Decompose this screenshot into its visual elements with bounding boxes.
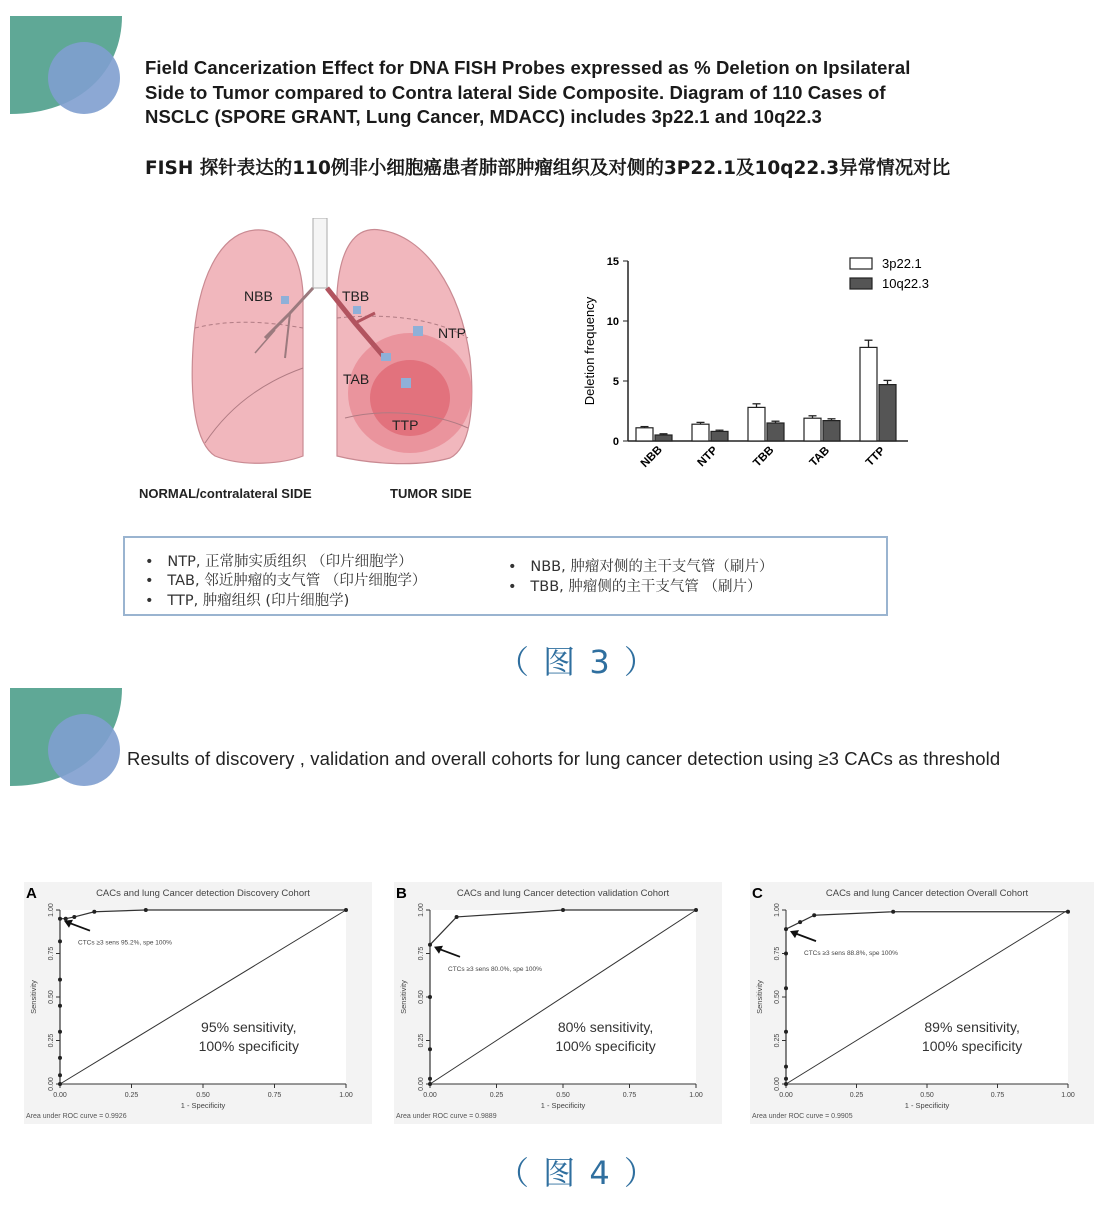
y-tick-label: 0.50: [418, 990, 425, 1004]
x-tick-label: TAB: [807, 444, 833, 470]
roc-panel-c: [750, 882, 1094, 1124]
x-tick-label: 0.50: [196, 1092, 210, 1099]
legend-item: • TTP, 肿瘤组织 (印片细胞学): [145, 593, 350, 609]
legend-swatch: [850, 258, 872, 269]
auc-label: Area under ROC curve = 0.9905: [752, 1113, 853, 1120]
bar-10q22.3: [879, 385, 896, 441]
lung-diagram: [185, 218, 495, 468]
label-nbb: NBB: [244, 288, 273, 304]
legend-label: 10q22.3: [882, 276, 929, 291]
panel-title: CACs and lung Cancer detection Discovery Cohort: [96, 888, 310, 899]
sensitivity-text: 89% sensitivity,: [924, 1018, 1020, 1035]
bar-3p22.1: [636, 428, 653, 441]
y-tick-label: 0.00: [418, 1077, 425, 1091]
specificity-text: 100% specificity: [198, 1037, 299, 1054]
roc-point: [891, 910, 895, 914]
bar-3p22.1: [804, 418, 821, 441]
x-tick-label: 1.00: [689, 1092, 703, 1099]
x-tick-label: NTP: [695, 444, 721, 470]
y-tick-label: 0.25: [774, 1033, 781, 1048]
x-tick-label: 0.50: [920, 1092, 934, 1099]
x-axis-label: 1 - Specificity: [904, 1101, 950, 1110]
x-tick-label: 1.00: [1061, 1092, 1075, 1099]
x-tick-label: 0.25: [849, 1092, 864, 1099]
decorative-shape-top: [10, 16, 122, 114]
panel-letter: B: [396, 885, 407, 902]
sensitivity-text: 95% sensitivity,: [201, 1018, 297, 1035]
roc-point: [92, 910, 96, 914]
y-tick-label: 0.50: [774, 990, 781, 1004]
roc-panel-b: [394, 882, 722, 1124]
y-tick-label: 0.00: [48, 1077, 55, 1091]
y-axis-label: Sensitivity: [399, 980, 408, 1014]
roc-point: [694, 908, 698, 912]
figure4-caption: （ 图 4 ）: [497, 1154, 658, 1192]
y-tick-label: 1.00: [774, 903, 781, 917]
figure3-title-line: Field Cancerization Effect for DNA FISH Probes expressed as % Deletion on Ipsilateral: [145, 57, 911, 78]
y-tick-label: 1.00: [48, 903, 55, 917]
bar-3p22.1: [748, 407, 765, 441]
roc-point: [144, 908, 148, 912]
auc-label: Area under ROC curve = 0.9889: [396, 1113, 497, 1120]
y-tick-label: 0.50: [48, 990, 55, 1004]
panel-title: CACs and lung Cancer detection Overall Cohort: [825, 888, 1029, 899]
legend-label: 3p22.1: [882, 256, 922, 271]
roc-point: [58, 1073, 62, 1077]
y-tick-label: 10: [606, 316, 619, 328]
abbreviation-legend-box: [123, 536, 888, 616]
roc-point: [58, 939, 62, 943]
x-tick-label: 0.75: [990, 1092, 1005, 1099]
figure3-title: [145, 56, 910, 130]
x-tick-label: 0.75: [622, 1092, 637, 1099]
decorative-shape-bottom: [10, 688, 122, 786]
roc-point: [561, 908, 565, 912]
x-tick-label: TTP: [863, 444, 888, 469]
figure3-title-line: NSCLC (SPORE GRANT, Lung Cancer, MDACC) includes 3p22.1 and 10q22.3: [145, 106, 822, 127]
bar-3p22.1: [860, 347, 877, 441]
y-tick-label: 0.75: [418, 946, 425, 961]
legend-swatch: [850, 278, 872, 289]
bar-10q22.3: [767, 423, 784, 441]
roc-point: [428, 1047, 432, 1051]
y-tick-label: 1.00: [418, 903, 425, 917]
x-tick-label: 0.50: [556, 1092, 570, 1099]
bar-10q22.3: [823, 421, 840, 441]
roc-point: [58, 1056, 62, 1060]
legend-item: • NTP, 正常肺实质组织 （印片细胞学）: [145, 554, 413, 570]
y-tick-label: 0: [612, 436, 619, 448]
roc-point: [58, 1030, 62, 1034]
x-tick-label: 1.00: [339, 1092, 353, 1099]
figure4-title: Results of discovery , validation and overall cohorts for lung cancer detection using ≥3 CACs as threshold: [127, 748, 1001, 769]
y-tick-label: 5: [612, 376, 619, 388]
roc-point: [784, 1030, 788, 1034]
x-tick-label: 0.00: [779, 1092, 793, 1099]
roc-point: [798, 920, 802, 924]
panel-title: CACs and lung Cancer detection validation Cohort: [456, 888, 670, 899]
annotation-text: CTCs ≥3 sens 95.2%, spe 100%: [78, 939, 172, 947]
label-ntp: NTP: [438, 325, 466, 341]
bar-3p22.1: [692, 424, 709, 441]
roc-point: [344, 908, 348, 912]
auc-label: Area under ROC curve = 0.9926: [26, 1113, 127, 1120]
roc-point: [58, 917, 62, 921]
roc-point: [784, 986, 788, 990]
roc-point: [428, 1077, 432, 1081]
x-tick-label: 0.00: [53, 1092, 67, 1099]
tumor-side-label: TUMOR SIDE: [390, 486, 472, 501]
panel-letter: C: [752, 885, 763, 902]
x-tick-label: 0.25: [489, 1092, 504, 1099]
figure3-caption: （ 图 3 ）: [497, 643, 658, 681]
bar-10q22.3: [655, 435, 672, 441]
x-tick-label: 0.25: [124, 1092, 139, 1099]
y-tick-label: 0.75: [774, 946, 781, 961]
annotation-text: CTCs ≥3 sens 88.8%, spe 100%: [804, 950, 898, 958]
legend-item: • TBB, 肿瘤侧的主干支气管 （刷片）: [508, 579, 762, 595]
bar-10q22.3: [711, 431, 728, 441]
roc-point: [784, 1065, 788, 1069]
roc-point: [428, 943, 432, 947]
y-tick-label: 15: [606, 256, 619, 268]
specificity-text: 100% specificity: [555, 1037, 656, 1054]
y-axis-label: Deletion frequency: [582, 296, 597, 406]
y-tick-label: 0.25: [48, 1033, 55, 1048]
x-axis-label: 1 - Specificity: [540, 1101, 586, 1110]
annotation-text: CTCs ≥3 sens 80.0%, spe 100%: [448, 965, 542, 973]
roc-point: [428, 995, 432, 999]
label-tab: TAB: [343, 371, 370, 387]
roc-point: [1066, 910, 1070, 914]
figure3-title-line: Side to Tumor compared to Contra lateral Side Composite. Diagram of 110 Cases of: [145, 81, 886, 103]
label-ttp: TTP: [392, 417, 419, 433]
legend-item: • NBB, 肿瘤对侧的主干支气管（刷片）: [508, 559, 774, 575]
figure3-chinese-title: FISH 探针表达的110例非小细胞癌患者肺部肿瘤组织及对侧的3P22.1及10q22.3异常情况对比: [145, 158, 951, 179]
roc-point: [58, 1082, 62, 1086]
y-axis-label: Sensitivity: [29, 980, 38, 1014]
legend-item: • TAB, 邻近肿瘤的支气管 （印片细胞学）: [145, 573, 427, 589]
roc-point: [58, 1004, 62, 1008]
y-axis-label: Sensitivity: [755, 980, 764, 1014]
specificity-text: 100% specificity: [921, 1037, 1023, 1054]
roc-point: [455, 915, 459, 919]
sensitivity-text: 80% sensitivity,: [557, 1018, 654, 1035]
x-tick-label: NBB: [638, 443, 665, 470]
panel-letter: A: [26, 885, 37, 902]
roc-point: [58, 978, 62, 982]
x-tick-label: TBB: [751, 444, 777, 470]
x-tick-label: 0.75: [267, 1092, 282, 1099]
deletion-bar-chart: [572, 245, 952, 495]
x-axis-label: 1 - Specificity: [180, 1101, 226, 1110]
y-tick-label: 0.00: [774, 1077, 781, 1091]
roc-point: [784, 1082, 788, 1086]
roc-point: [784, 927, 788, 931]
roc-panel-a: [24, 882, 372, 1124]
y-tick-label: 0.25: [418, 1033, 425, 1048]
roc-point: [784, 1077, 788, 1081]
normal-side-label: NORMAL/contralateral SIDE: [139, 486, 312, 501]
x-tick-label: 0.00: [423, 1092, 437, 1099]
label-tbb: TBB: [342, 288, 370, 304]
roc-point: [812, 913, 816, 917]
roc-point: [64, 917, 68, 921]
roc-point: [72, 915, 76, 919]
roc-point: [784, 952, 788, 956]
y-tick-label: 0.75: [48, 946, 55, 961]
roc-point: [428, 1082, 432, 1086]
